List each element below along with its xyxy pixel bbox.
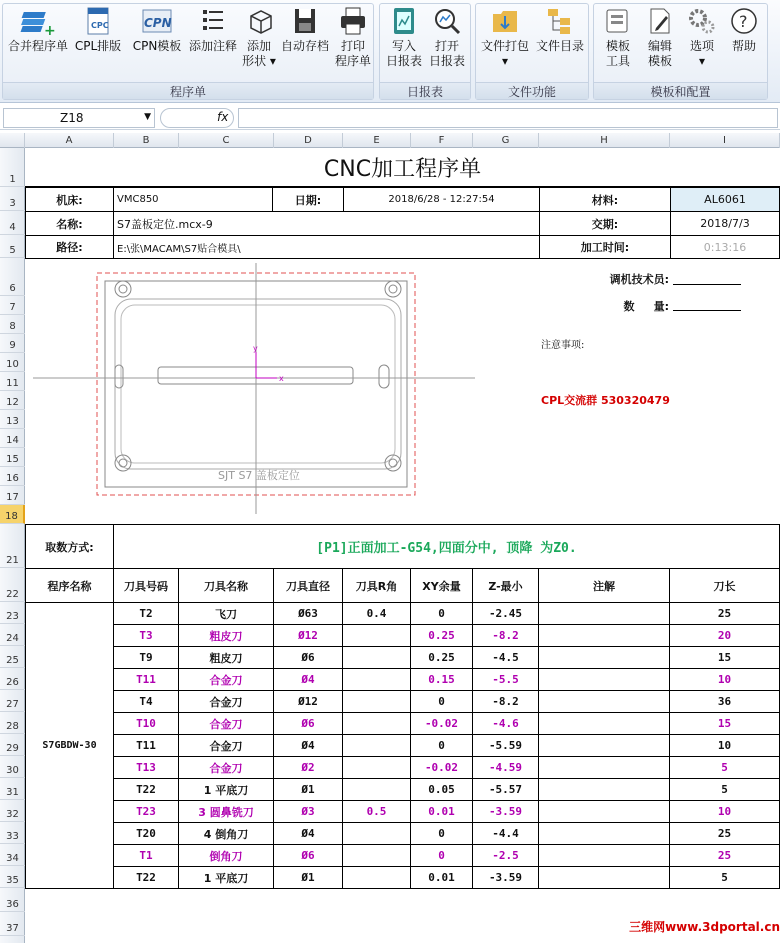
clamp-text: [P1]正面加工-G54,四面分中, 顶降 为Z0. <box>113 524 780 569</box>
note-cell <box>538 756 670 779</box>
tool-length-cell: 25 <box>669 602 780 625</box>
list-icon <box>197 6 229 36</box>
name-box[interactable]: Z18 ▼ <box>3 108 155 128</box>
z-min-cell: -3.59 <box>472 800 539 823</box>
machine-value: VMC850 <box>113 187 273 212</box>
tool-number-cell: T11 <box>113 668 179 691</box>
formula-bar <box>0 106 780 130</box>
tool-radius-cell <box>342 624 411 647</box>
due-label: 交期: <box>539 211 671 236</box>
due-value: 2018/7/3 <box>670 211 780 236</box>
tool-name-cell: 粗皮刀 <box>178 646 274 669</box>
col-xy-stock: XY余量 <box>410 568 473 603</box>
row-header[interactable]: 17 <box>0 486 25 505</box>
note-cell <box>538 646 670 669</box>
tool-number-cell: T4 <box>113 690 179 713</box>
edit-doc-icon <box>644 6 676 36</box>
z-min-cell: -5.57 <box>472 778 539 801</box>
cpl-sheet-icon <box>82 6 114 36</box>
z-min-cell: -8.2 <box>472 624 539 647</box>
row-header[interactable]: 31 <box>0 778 25 800</box>
insert-function-button[interactable]: fx <box>160 108 234 128</box>
tool-number-cell: T22 <box>113 866 179 889</box>
hole <box>385 455 401 471</box>
tool-diameter-cell: Ø3 <box>273 800 343 823</box>
worksheet <box>25 148 780 943</box>
column-header[interactable]: C <box>179 133 274 148</box>
engraving-text: SJT S7 盖板定位 <box>218 469 300 482</box>
cpl-layout-button[interactable]: CPC CPL排版 <box>71 6 125 54</box>
row-header[interactable]: 32 <box>0 800 25 822</box>
tool-number-cell: T23 <box>113 800 179 823</box>
material-value: AL6061 <box>670 187 780 212</box>
tool-name-cell: 合金刀 <box>178 734 274 757</box>
xy-stock-cell: 0 <box>410 690 473 713</box>
magnifier-chart-icon <box>431 6 463 36</box>
col-tool-number: 刀具号码 <box>113 568 179 603</box>
tool-name-cell: 1 平底刀 <box>178 778 274 801</box>
xy-stock-cell: 0.05 <box>410 778 473 801</box>
tool-length-cell: 5 <box>669 778 780 801</box>
auto-save-button[interactable]: 自动存档 <box>279 6 331 54</box>
xy-stock-cell: 0.01 <box>410 866 473 889</box>
cube-icon <box>243 6 275 36</box>
tool-length-cell: 10 <box>669 668 780 691</box>
xy-stock-cell: 0 <box>410 844 473 867</box>
notes-label: 注意事项: <box>541 339 585 351</box>
tool-length-cell: 36 <box>669 690 780 713</box>
row-header[interactable]: 25 <box>0 646 25 668</box>
path-value: E:\张\MACAM\S7贴合模具\ <box>113 235 540 259</box>
group-label-report: 日报表 <box>380 82 470 99</box>
row-header[interactable]: 28 <box>0 712 25 734</box>
tool-radius-cell <box>342 778 411 801</box>
z-min-cell: -5.5 <box>472 668 539 691</box>
z-min-cell: -4.4 <box>472 822 539 845</box>
clamp-label: 取数方式: <box>25 524 114 569</box>
chevron-down-icon[interactable]: ▼ <box>144 112 151 122</box>
folder-pack-icon <box>489 6 521 36</box>
tool-diameter-cell: Ø1 <box>273 866 343 889</box>
tool-length-cell: 15 <box>669 712 780 735</box>
tool-radius-cell <box>342 646 411 669</box>
tech-underline <box>673 284 741 285</box>
xy-stock-cell: 0.01 <box>410 800 473 823</box>
z-min-cell: -2.45 <box>472 602 539 625</box>
tool-diameter-cell: Ø12 <box>273 690 343 713</box>
file-directory-button[interactable]: 文件目录 <box>534 6 586 54</box>
row-header[interactable]: 4 <box>0 211 25 235</box>
material-label: 材料: <box>539 187 671 212</box>
tool-length-cell: 5 <box>669 756 780 779</box>
xy-stock-cell: 0.25 <box>410 646 473 669</box>
write-report-button[interactable]: 写入 日报表 <box>384 6 424 69</box>
row-header[interactable]: 37 <box>0 912 25 936</box>
col-notes: 注解 <box>538 568 670 603</box>
tool-number-cell: T10 <box>113 712 179 735</box>
tool-number-cell: T9 <box>113 646 179 669</box>
row-header[interactable]: 5 <box>0 235 25 258</box>
column-header[interactable]: D <box>274 133 343 148</box>
tool-name-cell: 倒角刀 <box>178 844 274 867</box>
tool-radius-cell <box>342 668 411 691</box>
col-program-name: 程序名称 <box>25 568 114 603</box>
row-header[interactable]: 26 <box>0 668 25 690</box>
column-header[interactable]: E <box>343 133 411 148</box>
select-all-corner[interactable] <box>0 133 25 148</box>
stack-icon <box>22 6 56 39</box>
xy-stock-cell: 0.25 <box>410 624 473 647</box>
tool-diameter-cell: Ø6 <box>273 844 343 867</box>
group-label-template: 模板和配置 <box>594 82 767 99</box>
row-header[interactable]: 24 <box>0 624 25 646</box>
tool-length-cell: 25 <box>669 822 780 845</box>
tool-name-cell: 合金刀 <box>178 690 274 713</box>
row-header[interactable]: 22 <box>0 568 25 602</box>
path-label: 路径: <box>25 235 114 259</box>
col-tool-diameter: 刀具直径 <box>273 568 343 603</box>
note-cell <box>538 712 670 735</box>
tool-diameter-cell: Ø4 <box>273 734 343 757</box>
row-header[interactable]: 11 <box>0 372 25 391</box>
row-header[interactable]: 33 <box>0 822 25 844</box>
tool-radius-cell <box>342 690 411 713</box>
tool-length-cell: 10 <box>669 734 780 757</box>
row-headers <box>0 148 25 943</box>
qty-underline <box>673 310 741 311</box>
tool-name-cell: 合金刀 <box>178 756 274 779</box>
row-header[interactable]: 15 <box>0 448 25 467</box>
cpn-template-button[interactable]: CPN CPN模板 <box>129 6 185 54</box>
note-cell <box>538 800 670 823</box>
sheet-title: CNC加工程序单 <box>25 148 780 187</box>
row-header[interactable]: 10 <box>0 353 25 372</box>
tool-name-cell: 4 倒角刀 <box>178 822 274 845</box>
folder-tree-icon <box>544 6 576 36</box>
help-icon <box>728 6 760 36</box>
note-cell <box>538 734 670 757</box>
machine-label: 机床: <box>25 187 114 212</box>
time-value: 0:13:16 <box>670 235 780 259</box>
xy-stock-cell: -0.02 <box>410 712 473 735</box>
tool-radius-cell <box>342 866 411 889</box>
tool-radius-cell <box>342 712 411 735</box>
y-axis-label: y <box>253 344 258 353</box>
row-header[interactable]: 36 <box>0 888 25 912</box>
note-cell <box>538 822 670 845</box>
row-header[interactable]: 1 <box>0 148 25 187</box>
name-label: 名称: <box>25 211 114 236</box>
note-cell <box>538 668 670 691</box>
svg-text:CPN: CPN <box>144 16 172 30</box>
qty-label: 数 量: <box>623 300 669 313</box>
xy-stock-cell: 0 <box>410 602 473 625</box>
gears-icon <box>686 6 718 36</box>
column-header[interactable]: A <box>25 133 114 148</box>
column-headers <box>0 133 780 148</box>
row-header[interactable]: 27 <box>0 690 25 712</box>
group-file-functions <box>475 3 589 100</box>
column-header[interactable]: H <box>539 133 670 148</box>
col-tool-name: 刀具名称 <box>178 568 274 603</box>
column-header[interactable]: B <box>114 133 179 148</box>
date-value: 2018/6/28 - 12:27:54 <box>343 187 540 212</box>
row-header[interactable]: 30 <box>0 756 25 778</box>
column-header[interactable]: I <box>670 133 780 148</box>
options-button[interactable]: 选项 ▾ <box>682 6 722 69</box>
row-header-selected[interactable]: 18 <box>0 505 25 524</box>
tool-length-cell: 5 <box>669 866 780 889</box>
tool-name-cell: 飞刀 <box>178 602 274 625</box>
tool-length-cell: 20 <box>669 624 780 647</box>
hole <box>115 281 131 297</box>
name-value: S7盖板定位.mcx-9 <box>113 211 540 236</box>
tool-diameter-cell: Ø1 <box>273 778 343 801</box>
row-header[interactable]: 6 <box>0 258 25 296</box>
hole <box>385 281 401 297</box>
tool-number-cell: T3 <box>113 624 179 647</box>
row-header[interactable]: 21 <box>0 524 25 568</box>
open-report-button[interactable]: 打开 日报表 <box>426 6 468 69</box>
tool-radius-cell <box>342 734 411 757</box>
tool-number-cell: T13 <box>113 756 179 779</box>
col-tool-radius: 刀具R角 <box>342 568 411 603</box>
printer-icon <box>337 6 369 36</box>
z-min-cell: -5.59 <box>472 734 539 757</box>
cpl-group-text: CPL交流群 530320479 <box>541 394 670 407</box>
tool-length-cell: 10 <box>669 800 780 823</box>
hole <box>115 455 131 471</box>
row-header[interactable]: 14 <box>0 429 25 448</box>
group-label-program: 程序单 <box>3 82 373 99</box>
tool-number-cell: T11 <box>113 734 179 757</box>
xy-stock-cell: -0.02 <box>410 756 473 779</box>
edit-template-button[interactable]: 编辑 模板 <box>640 6 680 69</box>
tool-length-cell: 15 <box>669 646 780 669</box>
tool-number-cell: T1 <box>113 844 179 867</box>
watermark: 三维网www.3dportal.cn <box>629 919 780 934</box>
row-header[interactable]: 8 <box>0 315 25 334</box>
row-header[interactable]: 23 <box>0 602 25 624</box>
date-label: 日期: <box>272 187 344 212</box>
svg-text:?: ? <box>739 12 748 31</box>
merge-sheets-button[interactable]: + 合并程序单 <box>7 6 69 54</box>
formula-input[interactable] <box>238 108 778 128</box>
row-header[interactable]: 3 <box>0 187 25 211</box>
svg-text:+: + <box>44 23 56 39</box>
col-tool-length: 刀长 <box>669 568 780 603</box>
tool-radius-cell <box>342 756 411 779</box>
note-cell <box>538 624 670 647</box>
xy-stock-cell: 0 <box>410 734 473 757</box>
tool-radius-cell <box>342 822 411 845</box>
row-header[interactable]: 29 <box>0 734 25 756</box>
row-header[interactable]: 16 <box>0 467 25 486</box>
tool-name-cell: 3 圆鼻铣刀 <box>178 800 274 823</box>
tool-diameter-cell: Ø4 <box>273 822 343 845</box>
group-daily-report <box>379 3 471 100</box>
tool-length-cell: 25 <box>669 844 780 867</box>
tool-radius-cell <box>342 844 411 867</box>
tool-diameter-cell: Ø2 <box>273 756 343 779</box>
pack-files-button[interactable]: 文件打包 ▾ <box>478 6 532 69</box>
part-drawing <box>25 259 540 524</box>
tool-name-cell: 1 平底刀 <box>178 866 274 889</box>
row-header[interactable]: 7 <box>0 296 25 315</box>
tech-label: 调机技术员: <box>609 273 669 286</box>
column-header[interactable]: G <box>473 133 539 148</box>
help-button[interactable]: ? 帮助 <box>724 6 764 54</box>
time-label: 加工时间: <box>539 235 671 259</box>
cpn-icon <box>141 6 173 36</box>
svg-text:CPC: CPC <box>91 21 109 30</box>
tool-radius-cell: 0.5 <box>342 800 411 823</box>
z-min-cell: -3.59 <box>472 866 539 889</box>
tool-number-cell: T20 <box>113 822 179 845</box>
note-cell <box>538 602 670 625</box>
group-label-file: 文件功能 <box>476 82 588 99</box>
tool-number-cell: T2 <box>113 602 179 625</box>
z-min-cell: -4.6 <box>472 712 539 735</box>
tool-name-cell: 合金刀 <box>178 712 274 735</box>
z-min-cell: -8.2 <box>472 690 539 713</box>
program-name-cell: S7GBDW-30 <box>25 602 114 889</box>
tool-diameter-cell: Ø63 <box>273 602 343 625</box>
z-min-cell: -2.5 <box>472 844 539 867</box>
group-templates-config <box>593 3 768 100</box>
row-header[interactable]: 13 <box>0 410 25 429</box>
note-cell <box>538 690 670 713</box>
note-cell <box>538 866 670 889</box>
row-header[interactable]: 35 <box>0 866 25 888</box>
ribbon <box>0 0 780 103</box>
row-header[interactable]: 12 <box>0 391 25 410</box>
col-z-min: Z-最小 <box>472 568 539 603</box>
add-shape-button[interactable]: 添加 形状 ▾ <box>241 6 277 69</box>
z-min-cell: -4.5 <box>472 646 539 669</box>
save-icon <box>289 6 321 36</box>
tool-diameter-cell: Ø6 <box>273 712 343 735</box>
tool-name-cell: 粗皮刀 <box>178 624 274 647</box>
z-min-cell: -4.59 <box>472 756 539 779</box>
row-header[interactable]: 9 <box>0 334 25 353</box>
tool-name-cell: 合金刀 <box>178 668 274 691</box>
xy-stock-cell: 0 <box>410 822 473 845</box>
xy-stock-cell: 0.15 <box>410 668 473 691</box>
report-write-icon <box>388 6 420 36</box>
note-cell <box>538 844 670 867</box>
tool-diameter-cell: Ø12 <box>273 624 343 647</box>
tool-radius-cell: 0.4 <box>342 602 411 625</box>
note-cell <box>538 778 670 801</box>
tool-diameter-cell: Ø4 <box>273 668 343 691</box>
tool-number-cell: T22 <box>113 778 179 801</box>
add-note-button[interactable]: 添加注释 <box>187 6 239 54</box>
group-program-sheet <box>2 3 374 100</box>
template-tools-button[interactable]: 模板 工具 <box>598 6 638 69</box>
x-axis-label: x <box>279 374 284 383</box>
row-header[interactable]: 34 <box>0 844 25 866</box>
print-sheet-button[interactable]: 打印 程序单 <box>333 6 373 69</box>
tool-diameter-cell: Ø6 <box>273 646 343 669</box>
template-icon <box>602 6 634 36</box>
column-header[interactable]: F <box>411 133 473 148</box>
